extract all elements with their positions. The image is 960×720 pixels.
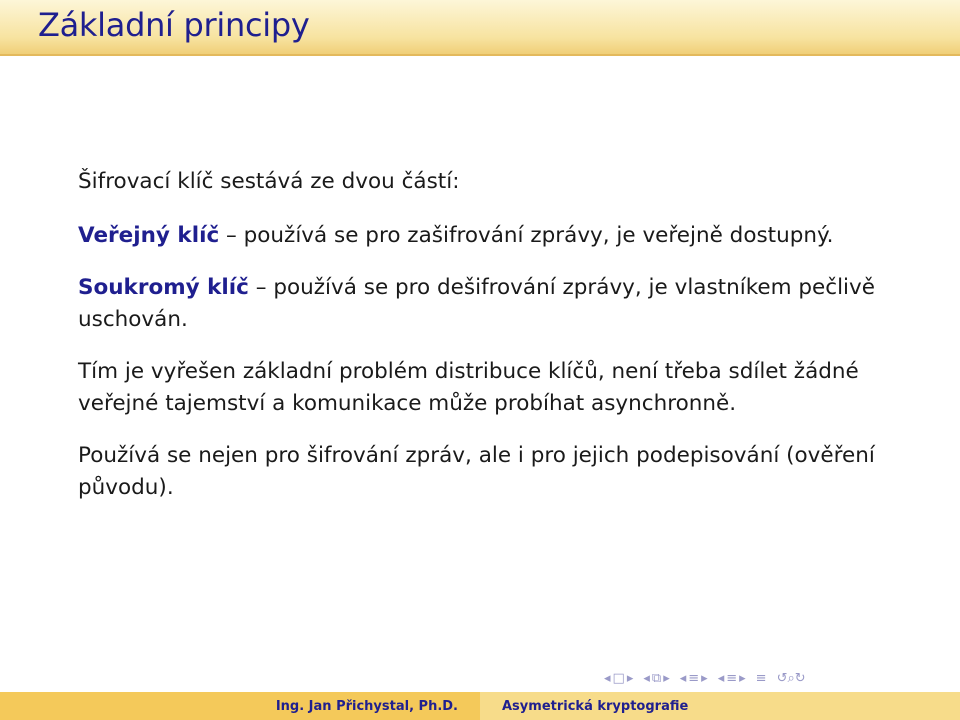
- footer-topic-box: [480, 692, 960, 720]
- next-subsection-icon[interactable]: ▸: [701, 670, 708, 686]
- prev-subsection-icon[interactable]: ◂: [679, 670, 687, 686]
- next-slide-icon[interactable]: ▸: [626, 670, 634, 686]
- next-frame-icon[interactable]: ▸: [663, 670, 670, 686]
- slide-content: [78, 166, 898, 524]
- footer-author: Ing. Jan Přichystal, Ph.D.: [275, 698, 458, 714]
- paragraph-distribution: Tím je vyřešen základní problém distribuce klíčů, není třeba sdílet žádné veřejné tajemství a komunikace může probíhat asynchronně.: [78, 359, 859, 416]
- intro-text: Šifrovací klíč sestává ze dvou částí:: [78, 169, 460, 194]
- footer-topic: Asymetrická kryptografie: [502, 698, 689, 714]
- public-key-term: Veřejný klíč: [78, 223, 220, 248]
- beamer-navigation: [604, 668, 806, 688]
- private-key-description: – používá se pro dešifrování zprávy, je vlastníkem pečlivě uschován.: [78, 275, 875, 332]
- nav-frame-group: [643, 671, 669, 686]
- public-key-item: [78, 220, 898, 252]
- nav-slide-group: [604, 671, 633, 686]
- prev-section-icon[interactable]: ◂: [717, 670, 725, 686]
- search-icon[interactable]: ↺⌕↻: [776, 670, 806, 686]
- nav-subsection-group: [680, 671, 708, 686]
- paragraph-signing: Používá se nejen pro šifrování zpráv, ale i pro jejich podepisování (ověření původu).: [78, 443, 875, 500]
- prev-frame-icon[interactable]: ◂: [643, 670, 650, 686]
- footer-author-box: [0, 692, 480, 720]
- section-icon[interactable]: ≡: [726, 670, 738, 686]
- toc-icon[interactable]: ≡: [755, 670, 767, 686]
- slide-icon[interactable]: □: [612, 670, 625, 686]
- frame-icon[interactable]: ⧉: [651, 670, 662, 686]
- subsection-icon[interactable]: ≡: [688, 670, 700, 686]
- title-bar: [0, 0, 960, 56]
- public-key-description: – používá se pro zašifrování zprávy, je veřejně dostupný.: [219, 223, 834, 248]
- slide-title: Základní principy: [38, 6, 310, 44]
- footer: [0, 692, 960, 720]
- prev-slide-icon[interactable]: ◂: [604, 670, 611, 686]
- nav-section-group: [718, 671, 746, 686]
- next-section-icon[interactable]: ▸: [739, 670, 746, 686]
- private-key-item: [78, 272, 898, 336]
- private-key-term: Soukromý klíč: [78, 275, 249, 300]
